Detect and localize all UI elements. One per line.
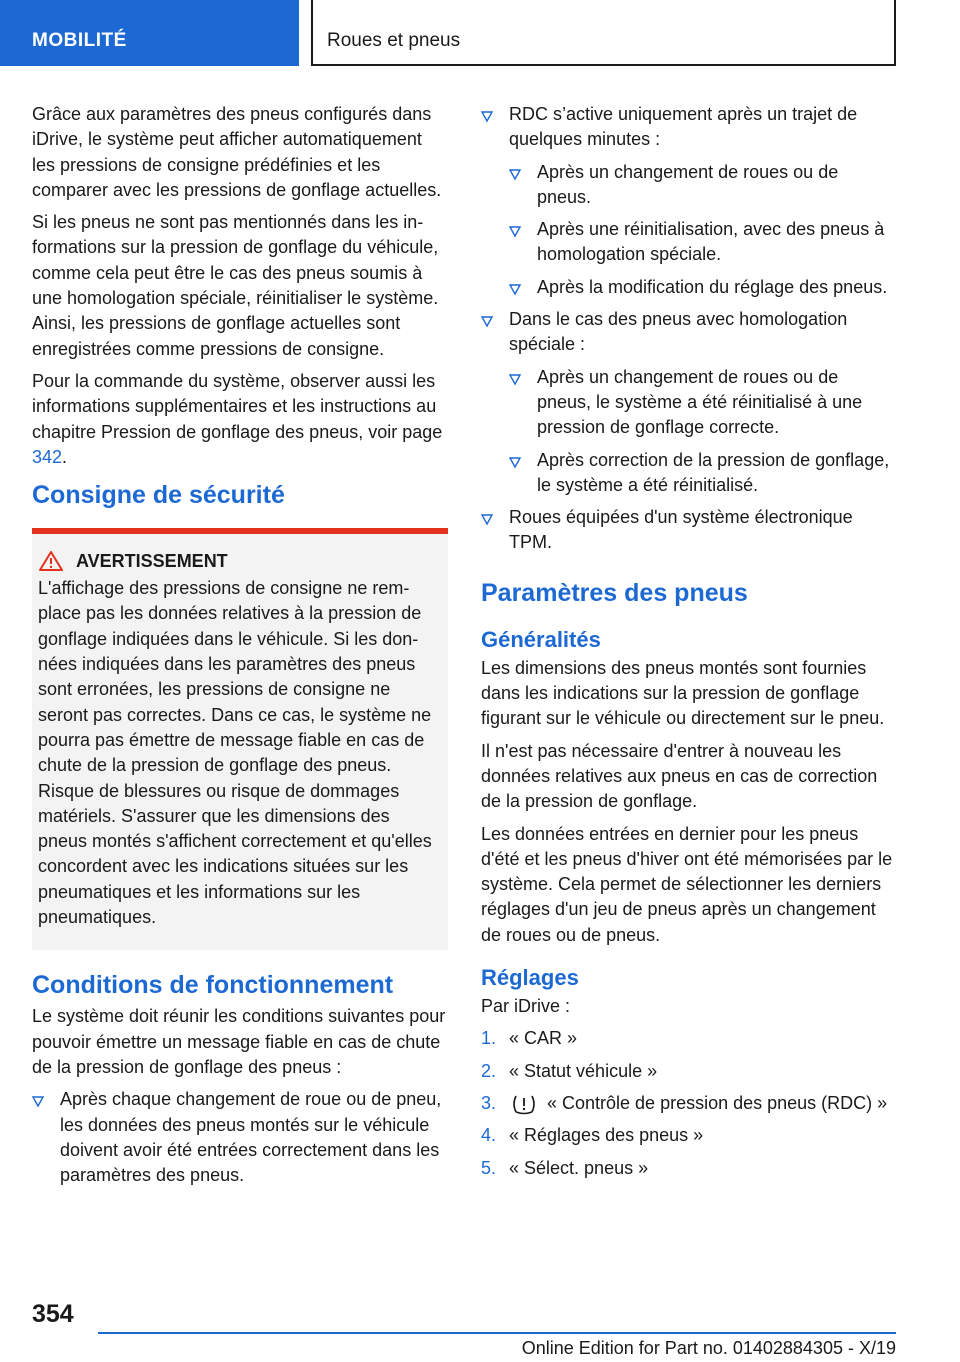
triangle-bullet-icon [481, 111, 493, 123]
triangle-bullet-icon [509, 169, 521, 181]
step-number: 3. [481, 1092, 497, 1113]
steps-list [481, 1026, 896, 1180]
step-number: 4. [481, 1125, 497, 1146]
step-item [481, 1026, 896, 1051]
list-item [481, 102, 896, 300]
paragraph: Le système doit réunir les conditions suivantes pour pouvoir émettre un message fiable en cas de chute de la pression de gonflage des pneus : [32, 1006, 446, 1077]
step-text: « Contrôle de pression des pneus (RDC) » [547, 1092, 888, 1113]
triangle-bullet-icon [509, 374, 521, 386]
list-item-text: Après une réinitialisation, avec des pneus à homologation spéciale. [537, 219, 885, 265]
step-text: « Réglages des pneus » [509, 1125, 704, 1146]
list-item-text: Après la modification du réglage des pneus. [537, 276, 888, 297]
step-number: 1. [481, 1028, 497, 1049]
triangle-bullet-icon [509, 457, 521, 469]
list-item-text: Après un changement de roues ou de pneus. [537, 161, 839, 207]
chapter-tab [0, 0, 299, 66]
paragraph: Les données entrées en dernier pour les pneus d'été et les pneus d'hiver ont été mémorisées par le système. Cela permet de sélectionner les derniers réglages d'un jeu de pneus après un changement de roues ou de pneus. [481, 823, 893, 945]
warning-title: AVERTISSEMENT [76, 550, 228, 571]
triangle-bullet-icon [509, 284, 521, 296]
paragraph: Il n'est pas nécessaire d'entrer à nouveau les données relatives aux pneus en cas de correction de la pression de gonflage. [481, 740, 878, 812]
list-item [481, 505, 896, 556]
step-number: 2. [481, 1060, 497, 1081]
page-reference-link[interactable]: 342 [32, 446, 63, 467]
triangle-bullet-icon [481, 514, 493, 526]
step-text: « CAR » [509, 1028, 578, 1049]
section-heading-conditions: Conditions de fonctionnement [32, 971, 394, 1000]
warning-title-row [38, 550, 442, 572]
list-item [509, 365, 896, 441]
footer-divider [98, 1332, 896, 1334]
page-number: 354 [32, 1300, 74, 1328]
paragraph: Si les pneus ne sont pas mentionnés dans les informations sur la pression de gonflage du véhicule, comme cela peut être le cas des pneus soumis à une homologation spéciale, réinitialiser le système. Ainsi, les pressions de gonflage actuelles sont enregistrées comme pressions de consigne. [32, 212, 439, 359]
list-item [509, 275, 896, 300]
list-item [509, 160, 896, 211]
subheading-general: Généralités [481, 626, 601, 652]
step-item [481, 1059, 896, 1084]
subheading-settings: Réglages [481, 965, 579, 991]
paragraph-text: Pour la commande du système, observer aussi les informations supplémentaires et les instructions au chapitre Pression de gonflage des pneus, voir page [32, 370, 443, 442]
triangle-bullet-icon [509, 226, 521, 238]
triangle-bullet-icon [481, 316, 493, 328]
list-item [481, 307, 896, 498]
warning-box [32, 528, 448, 950]
section-heading-tire-params: Paramètres des pneus [481, 578, 748, 607]
section-heading-safety: Consigne de sécurité [32, 481, 285, 510]
paragraph: Par iDrive : [481, 996, 571, 1017]
step-item [481, 1156, 896, 1181]
bullet-list [481, 102, 896, 556]
list-item [32, 1087, 448, 1188]
bullet-list [32, 1087, 448, 1188]
paragraph: Les dimensions des pneus montés sont fournies dans les indications sur la pression de gonflage figurant sur le véhicule ou directement sur le pneu. [481, 657, 885, 729]
tire-pressure-warning-icon [509, 1093, 539, 1115]
list-item [509, 448, 896, 499]
warning-text: L'affichage des pressions de consigne ne remplace pas les données relatives à la pression de gonflage indiquées dans le véhicule. Si les données indiquées dans les paramètres des pneus sont erronées, les pressions de consigne ne seront pas correctes. Dans ce cas, le système ne pourra pas émettre de message fiable en cas de chute de la pression de gonflage des pneus. Risque de blessures ou risque de dommages matériels. S'assurer que les dimensions des pneus montés s'affichent correctement et qu'elles concordent avec les indications situées sur les pneumatiques et les informations sur les pneumatiques. [38, 578, 432, 928]
step-number: 5. [481, 1157, 497, 1178]
list-item-text: Après un changement de roues ou de pneus, le système a été réinitialisé à une pression de gonflage correcte. [537, 366, 863, 438]
list-item-text: RDC s’active uniquement après un trajet de quelques minutes : [509, 104, 858, 150]
step-item [481, 1123, 896, 1148]
sub-bullet-list [509, 160, 896, 300]
step-text: « Statut véhicule » [509, 1060, 658, 1081]
paragraph: Grâce aux paramètres des pneus configurés dans iDrive, le système peut afficher automatiquement les pressions de consigne prédéfinies et les comparer avec les pressions de gonflage actuelles. [32, 104, 442, 200]
section-tab [311, 0, 896, 66]
triangle-bullet-icon [32, 1096, 44, 1108]
paragraph-end: . [62, 446, 68, 467]
section-label: Roues et pneus [327, 30, 461, 51]
paragraph [32, 369, 448, 470]
step-item [481, 1091, 896, 1116]
list-item-text: Après correction de la pression de gonflage, le système a été réinitialisé. [537, 449, 890, 495]
warning-triangle-icon [38, 550, 64, 572]
right-column [481, 102, 896, 1188]
sub-bullet-list [509, 365, 896, 498]
footer-edition: Online Edition for Part no. 01402884305 - X/19 [521, 1338, 896, 1358]
list-item-text: Après chaque changement de roue ou de pneu, les données des pneus montés sur le véhicule doivent avoir été entrées correctement dans les paramètres des pneus. [60, 1089, 442, 1186]
list-item-text: Dans le cas des pneus avec homologation spéciale : [509, 309, 848, 355]
chapter-label: MOBILITÉ [32, 30, 127, 51]
step-text: « Sélect. pneus » [509, 1157, 649, 1178]
list-item-text: Roues équipées d'un système électronique TPM. [509, 507, 853, 553]
list-item [509, 217, 896, 268]
left-column [32, 102, 448, 1195]
